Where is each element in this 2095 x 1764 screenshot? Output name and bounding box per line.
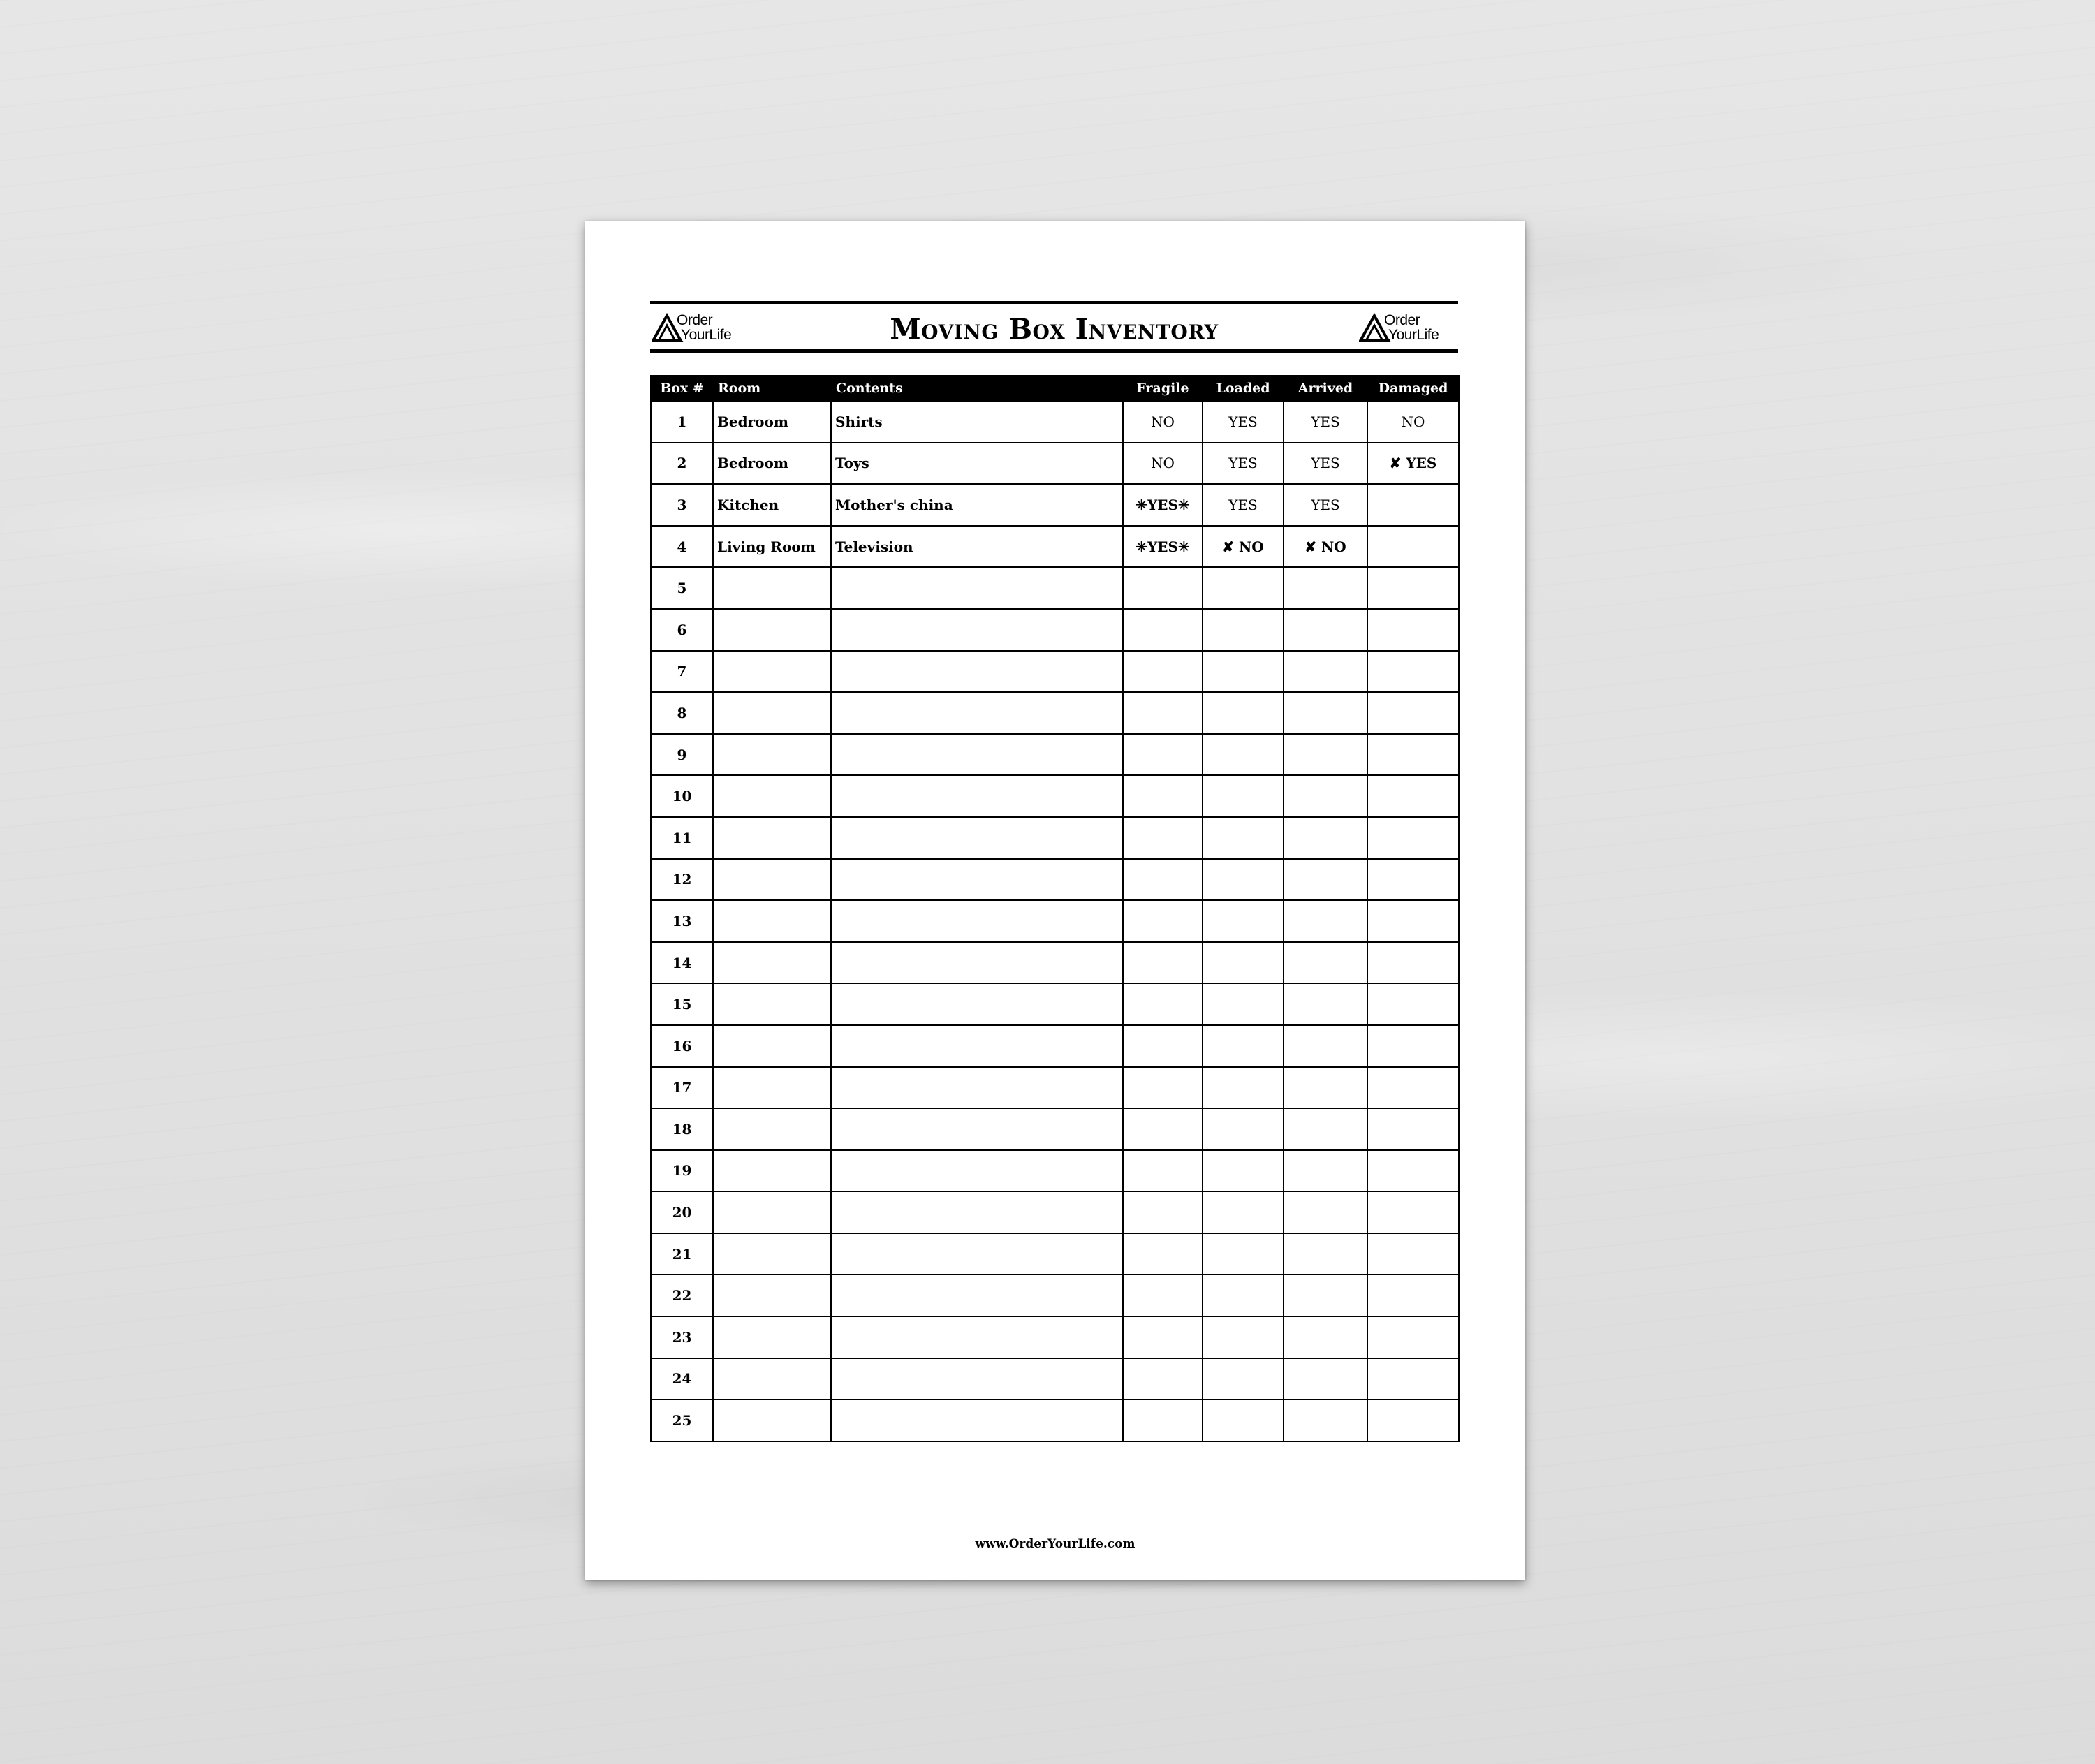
cell-fragile bbox=[1123, 1399, 1203, 1441]
cell-room bbox=[713, 1150, 831, 1192]
cell-room bbox=[713, 859, 831, 901]
cell-damaged bbox=[1367, 1233, 1459, 1275]
cell-arrived bbox=[1284, 983, 1367, 1025]
cell-box-number: 15 bbox=[651, 983, 713, 1025]
cell-loaded bbox=[1203, 1067, 1284, 1109]
cell-fragile bbox=[1123, 942, 1203, 984]
cell-loaded bbox=[1203, 1025, 1284, 1067]
table-row bbox=[651, 734, 1459, 776]
brand-logo-right bbox=[1359, 310, 1457, 345]
cell-arrived bbox=[1284, 942, 1367, 984]
cell-contents bbox=[831, 1108, 1123, 1150]
cell-damaged bbox=[1367, 1358, 1459, 1400]
cell-room: Living Room bbox=[713, 526, 831, 568]
cell-arrived bbox=[1284, 1108, 1367, 1150]
cell-room bbox=[713, 734, 831, 776]
cell-fragile bbox=[1123, 859, 1203, 901]
cell-loaded: ✘ NO bbox=[1203, 526, 1284, 568]
cell-room bbox=[713, 651, 831, 693]
cell-damaged bbox=[1367, 1025, 1459, 1067]
cell-loaded bbox=[1203, 651, 1284, 693]
inventory-sheet bbox=[585, 221, 1525, 1580]
cell-box-number: 7 bbox=[651, 651, 713, 693]
cell-fragile bbox=[1123, 1191, 1203, 1233]
cell-box-number: 19 bbox=[651, 1150, 713, 1192]
table-row bbox=[651, 775, 1459, 817]
cell-contents bbox=[831, 859, 1123, 901]
cell-damaged bbox=[1367, 859, 1459, 901]
cell-room bbox=[713, 1358, 831, 1400]
cell-room bbox=[713, 1233, 831, 1275]
cell-fragile bbox=[1123, 692, 1203, 734]
cell-contents bbox=[831, 1233, 1123, 1275]
column-header-loaded: Loaded bbox=[1203, 376, 1284, 401]
cell-box-number: 14 bbox=[651, 942, 713, 984]
column-header-damaged: Damaged bbox=[1367, 376, 1459, 401]
cell-loaded bbox=[1203, 942, 1284, 984]
cell-fragile bbox=[1123, 1025, 1203, 1067]
table-row bbox=[651, 651, 1459, 693]
cell-box-number: 12 bbox=[651, 859, 713, 901]
cell-contents bbox=[831, 1358, 1123, 1400]
cell-arrived bbox=[1284, 1316, 1367, 1358]
cell-arrived bbox=[1284, 1191, 1367, 1233]
table-row bbox=[651, 401, 1459, 443]
cell-box-number: 2 bbox=[651, 443, 713, 485]
table-row bbox=[651, 1067, 1459, 1109]
logo-line-1: Order bbox=[1384, 312, 1420, 328]
cell-fragile bbox=[1123, 1358, 1203, 1400]
cell-fragile bbox=[1123, 1150, 1203, 1192]
table-row bbox=[651, 942, 1459, 984]
cell-fragile bbox=[1123, 1233, 1203, 1275]
cell-loaded bbox=[1203, 900, 1284, 942]
cell-damaged bbox=[1367, 1274, 1459, 1316]
cell-loaded bbox=[1203, 859, 1284, 901]
cell-box-number: 8 bbox=[651, 692, 713, 734]
cell-damaged bbox=[1367, 651, 1459, 693]
cell-arrived bbox=[1284, 859, 1367, 901]
cell-room bbox=[713, 1274, 831, 1316]
cell-loaded bbox=[1203, 817, 1284, 859]
cell-fragile bbox=[1123, 775, 1203, 817]
table-row bbox=[651, 1399, 1459, 1441]
cell-box-number: 3 bbox=[651, 484, 713, 526]
table-row bbox=[651, 1191, 1459, 1233]
cell-loaded: YES bbox=[1203, 443, 1284, 485]
table-row bbox=[651, 692, 1459, 734]
cell-arrived bbox=[1284, 1274, 1367, 1316]
table-row bbox=[651, 526, 1459, 568]
cell-contents bbox=[831, 1316, 1123, 1358]
cell-damaged bbox=[1367, 817, 1459, 859]
cell-fragile: NO bbox=[1123, 443, 1203, 485]
cell-room: Bedroom bbox=[713, 443, 831, 485]
cell-loaded bbox=[1203, 1150, 1284, 1192]
table-row bbox=[651, 443, 1459, 485]
cell-box-number: 1 bbox=[651, 401, 713, 443]
cell-damaged bbox=[1367, 1108, 1459, 1150]
cell-damaged bbox=[1367, 692, 1459, 734]
cell-box-number: 11 bbox=[651, 817, 713, 859]
table-row bbox=[651, 567, 1459, 609]
cell-fragile bbox=[1123, 1108, 1203, 1150]
cell-arrived bbox=[1284, 1025, 1367, 1067]
cell-box-number: 20 bbox=[651, 1191, 713, 1233]
inventory-table bbox=[650, 375, 1460, 1442]
cell-arrived bbox=[1284, 1399, 1367, 1441]
cell-loaded bbox=[1203, 692, 1284, 734]
cell-damaged bbox=[1367, 1399, 1459, 1441]
cell-loaded: YES bbox=[1203, 401, 1284, 443]
website-url: www.OrderYourLife.com bbox=[975, 1537, 1135, 1551]
cell-loaded bbox=[1203, 775, 1284, 817]
cell-damaged bbox=[1367, 775, 1459, 817]
cell-damaged bbox=[1367, 567, 1459, 609]
cell-contents bbox=[831, 900, 1123, 942]
table-row bbox=[651, 1025, 1459, 1067]
logo-line-2: YourLife bbox=[681, 327, 732, 343]
column-header-fragile: Fragile bbox=[1123, 376, 1203, 401]
cell-room bbox=[713, 1191, 831, 1233]
cell-damaged bbox=[1367, 942, 1459, 984]
cell-box-number: 6 bbox=[651, 609, 713, 651]
cell-room bbox=[713, 983, 831, 1025]
cell-room: Bedroom bbox=[713, 401, 831, 443]
table-row bbox=[651, 859, 1459, 901]
cell-room bbox=[713, 817, 831, 859]
cell-loaded bbox=[1203, 1108, 1284, 1150]
cell-contents bbox=[831, 567, 1123, 609]
cell-box-number: 24 bbox=[651, 1358, 713, 1400]
cell-contents bbox=[831, 1399, 1123, 1441]
cell-box-number: 10 bbox=[651, 775, 713, 817]
cell-arrived bbox=[1284, 1358, 1367, 1400]
column-header-contents: Contents bbox=[831, 376, 1123, 401]
cell-arrived bbox=[1284, 817, 1367, 859]
cell-fragile bbox=[1123, 1274, 1203, 1316]
cell-box-number: 5 bbox=[651, 567, 713, 609]
cell-arrived bbox=[1284, 734, 1367, 776]
cell-contents bbox=[831, 775, 1123, 817]
cell-box-number: 18 bbox=[651, 1108, 713, 1150]
cell-fragile: NO bbox=[1123, 401, 1203, 443]
table-header-row bbox=[651, 376, 1459, 401]
cell-loaded bbox=[1203, 1191, 1284, 1233]
cell-contents bbox=[831, 734, 1123, 776]
cell-contents bbox=[831, 817, 1123, 859]
logo-line-2: YourLife bbox=[1388, 327, 1439, 343]
cell-damaged bbox=[1367, 983, 1459, 1025]
table-row bbox=[651, 983, 1459, 1025]
cell-contents bbox=[831, 692, 1123, 734]
column-header-arrived: Arrived bbox=[1284, 376, 1367, 401]
cell-room bbox=[713, 900, 831, 942]
column-header-room: Room bbox=[713, 376, 831, 401]
cell-room bbox=[713, 942, 831, 984]
cell-box-number: 25 bbox=[651, 1399, 713, 1441]
cell-fragile bbox=[1123, 734, 1203, 776]
cell-arrived bbox=[1284, 1067, 1367, 1109]
cell-box-number: 9 bbox=[651, 734, 713, 776]
cell-loaded bbox=[1203, 1274, 1284, 1316]
cell-damaged bbox=[1367, 900, 1459, 942]
cell-contents: Shirts bbox=[831, 401, 1123, 443]
table-row bbox=[651, 1274, 1459, 1316]
table-row bbox=[651, 1108, 1459, 1150]
cell-fragile bbox=[1123, 1316, 1203, 1358]
logo-wordmark bbox=[1384, 313, 1439, 342]
cell-loaded bbox=[1203, 983, 1284, 1025]
cell-contents bbox=[831, 1191, 1123, 1233]
cell-arrived: YES bbox=[1284, 484, 1367, 526]
cell-contents bbox=[831, 651, 1123, 693]
cell-loaded bbox=[1203, 1358, 1284, 1400]
cell-box-number: 23 bbox=[651, 1316, 713, 1358]
cell-box-number: 21 bbox=[651, 1233, 713, 1275]
cell-fragile: ✳YES✳ bbox=[1123, 526, 1203, 568]
cell-contents bbox=[831, 609, 1123, 651]
cell-arrived bbox=[1284, 1150, 1367, 1192]
cell-box-number: 22 bbox=[651, 1274, 713, 1316]
cell-room bbox=[713, 1316, 831, 1358]
cell-contents bbox=[831, 1274, 1123, 1316]
cell-arrived bbox=[1284, 609, 1367, 651]
cell-loaded bbox=[1203, 567, 1284, 609]
cell-contents: Mother's china bbox=[831, 484, 1123, 526]
cell-fragile bbox=[1123, 567, 1203, 609]
cell-fragile bbox=[1123, 900, 1203, 942]
table-row bbox=[651, 1150, 1459, 1192]
cell-contents bbox=[831, 1067, 1123, 1109]
table-row bbox=[651, 1316, 1459, 1358]
cell-damaged bbox=[1367, 1316, 1459, 1358]
cell-arrived: YES bbox=[1284, 401, 1367, 443]
cell-damaged bbox=[1367, 1191, 1459, 1233]
table-row bbox=[651, 1358, 1459, 1400]
cell-damaged bbox=[1367, 1150, 1459, 1192]
cell-damaged: ✘ YES bbox=[1367, 443, 1459, 485]
cell-room bbox=[713, 1025, 831, 1067]
column-header-box: Box # bbox=[651, 376, 713, 401]
table-row bbox=[651, 484, 1459, 526]
cell-contents bbox=[831, 1025, 1123, 1067]
cell-arrived bbox=[1284, 900, 1367, 942]
cell-fragile bbox=[1123, 1067, 1203, 1109]
table-body bbox=[651, 401, 1459, 1441]
cell-fragile: ✳YES✳ bbox=[1123, 484, 1203, 526]
cell-arrived bbox=[1284, 651, 1367, 693]
cell-loaded bbox=[1203, 1233, 1284, 1275]
cell-loaded bbox=[1203, 609, 1284, 651]
cell-arrived bbox=[1284, 692, 1367, 734]
cell-room bbox=[713, 567, 831, 609]
cell-room bbox=[713, 1067, 831, 1109]
cell-contents: Toys bbox=[831, 443, 1123, 485]
cell-loaded: YES bbox=[1203, 484, 1284, 526]
cell-damaged bbox=[1367, 734, 1459, 776]
cell-arrived: ✘ NO bbox=[1284, 526, 1367, 568]
cell-arrived bbox=[1284, 567, 1367, 609]
cell-loaded bbox=[1203, 1316, 1284, 1358]
cell-room: Kitchen bbox=[713, 484, 831, 526]
cell-loaded bbox=[1203, 1399, 1284, 1441]
cell-contents: Television bbox=[831, 526, 1123, 568]
cell-arrived bbox=[1284, 775, 1367, 817]
cell-contents bbox=[831, 1150, 1123, 1192]
cell-arrived: YES bbox=[1284, 443, 1367, 485]
cell-arrived bbox=[1284, 1233, 1367, 1275]
cell-loaded bbox=[1203, 734, 1284, 776]
cell-contents bbox=[831, 983, 1123, 1025]
table-row bbox=[651, 1233, 1459, 1275]
cell-fragile bbox=[1123, 651, 1203, 693]
cell-box-number: 4 bbox=[651, 526, 713, 568]
cell-fragile bbox=[1123, 609, 1203, 651]
cell-box-number: 13 bbox=[651, 900, 713, 942]
cell-room bbox=[713, 1399, 831, 1441]
cell-contents bbox=[831, 942, 1123, 984]
sheet-header bbox=[650, 301, 1458, 353]
table-row bbox=[651, 609, 1459, 651]
cell-damaged bbox=[1367, 484, 1459, 526]
cell-room bbox=[713, 609, 831, 651]
table-row bbox=[651, 817, 1459, 859]
cell-room bbox=[713, 692, 831, 734]
logo-line-1: Order bbox=[677, 312, 713, 328]
cell-damaged bbox=[1367, 1067, 1459, 1109]
cell-damaged bbox=[1367, 526, 1459, 568]
cell-box-number: 16 bbox=[651, 1025, 713, 1067]
cell-box-number: 17 bbox=[651, 1067, 713, 1109]
cell-damaged: NO bbox=[1367, 401, 1459, 443]
cell-fragile bbox=[1123, 817, 1203, 859]
cell-room bbox=[713, 1108, 831, 1150]
cell-fragile bbox=[1123, 983, 1203, 1025]
cell-damaged bbox=[1367, 609, 1459, 651]
table-row bbox=[651, 900, 1459, 942]
cell-room bbox=[713, 775, 831, 817]
page-title: Moving Box Inventory bbox=[890, 313, 1219, 346]
